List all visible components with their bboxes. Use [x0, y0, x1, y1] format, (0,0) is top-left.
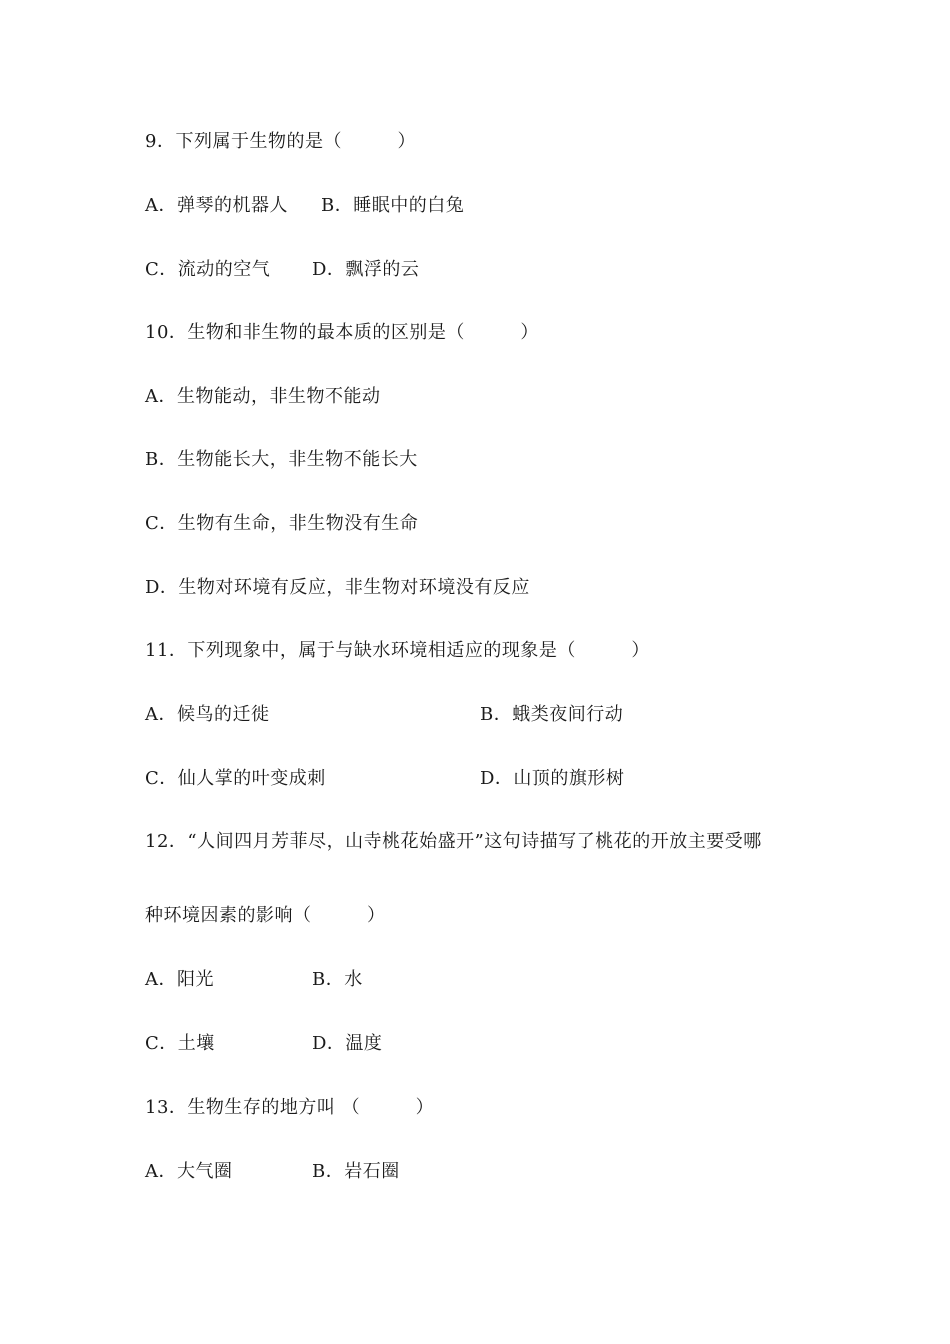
question-11-option-c: C．仙人掌的叶变成刺 — [145, 768, 326, 789]
question-12-stem-line-2: 种环境因素的影响（ ） — [145, 905, 386, 926]
question-10-option-a: A．生物能动，非生物不能动 — [145, 386, 381, 407]
question-13-option-a: A．大气圈 — [145, 1161, 233, 1182]
question-9-option-b: B．睡眠中的白兔 — [321, 195, 465, 216]
question-13-option-b: B．岩石圈 — [312, 1161, 400, 1182]
question-12-option-d: D．温度 — [312, 1033, 383, 1054]
question-10-option-b: B．生物能长大，非生物不能长大 — [145, 449, 418, 470]
question-11-option-d: D．山顶的旗形树 — [480, 768, 625, 789]
question-11-option-a: A．候鸟的迁徙 — [145, 704, 270, 725]
question-12-option-a: A．阳光 — [145, 969, 214, 990]
question-12-option-c: C．土壤 — [145, 1033, 215, 1054]
question-10-stem: 10．生物和非生物的最本质的区别是（ ） — [145, 322, 539, 343]
question-9-option-d: D．飘浮的云 — [312, 259, 420, 280]
question-12-stem-line-1: 12．“人间四月芳菲尽，山寺桃花始盛开”这句诗描写了桃花的开放主要受哪 — [145, 831, 762, 852]
question-10-option-d: D．生物对环境有反应，非生物对环境没有反应 — [145, 577, 530, 598]
question-9-option-a: A．弹琴的机器人 — [145, 195, 288, 216]
question-12-option-b: B．水 — [312, 969, 363, 990]
question-9-option-c: C．流动的空气 — [145, 259, 271, 280]
question-13-stem: 13．生物生存的地方叫 （ ） — [145, 1097, 435, 1118]
question-11-stem: 11．下列现象中，属于与缺水环境相适应的现象是（ ） — [145, 640, 650, 661]
question-9-stem: 9．下列属于生物的是（ ） — [145, 131, 416, 152]
question-11-option-b: B．蛾类夜间行动 — [480, 704, 624, 725]
question-10-option-c: C．生物有生命，非生物没有生命 — [145, 513, 419, 534]
